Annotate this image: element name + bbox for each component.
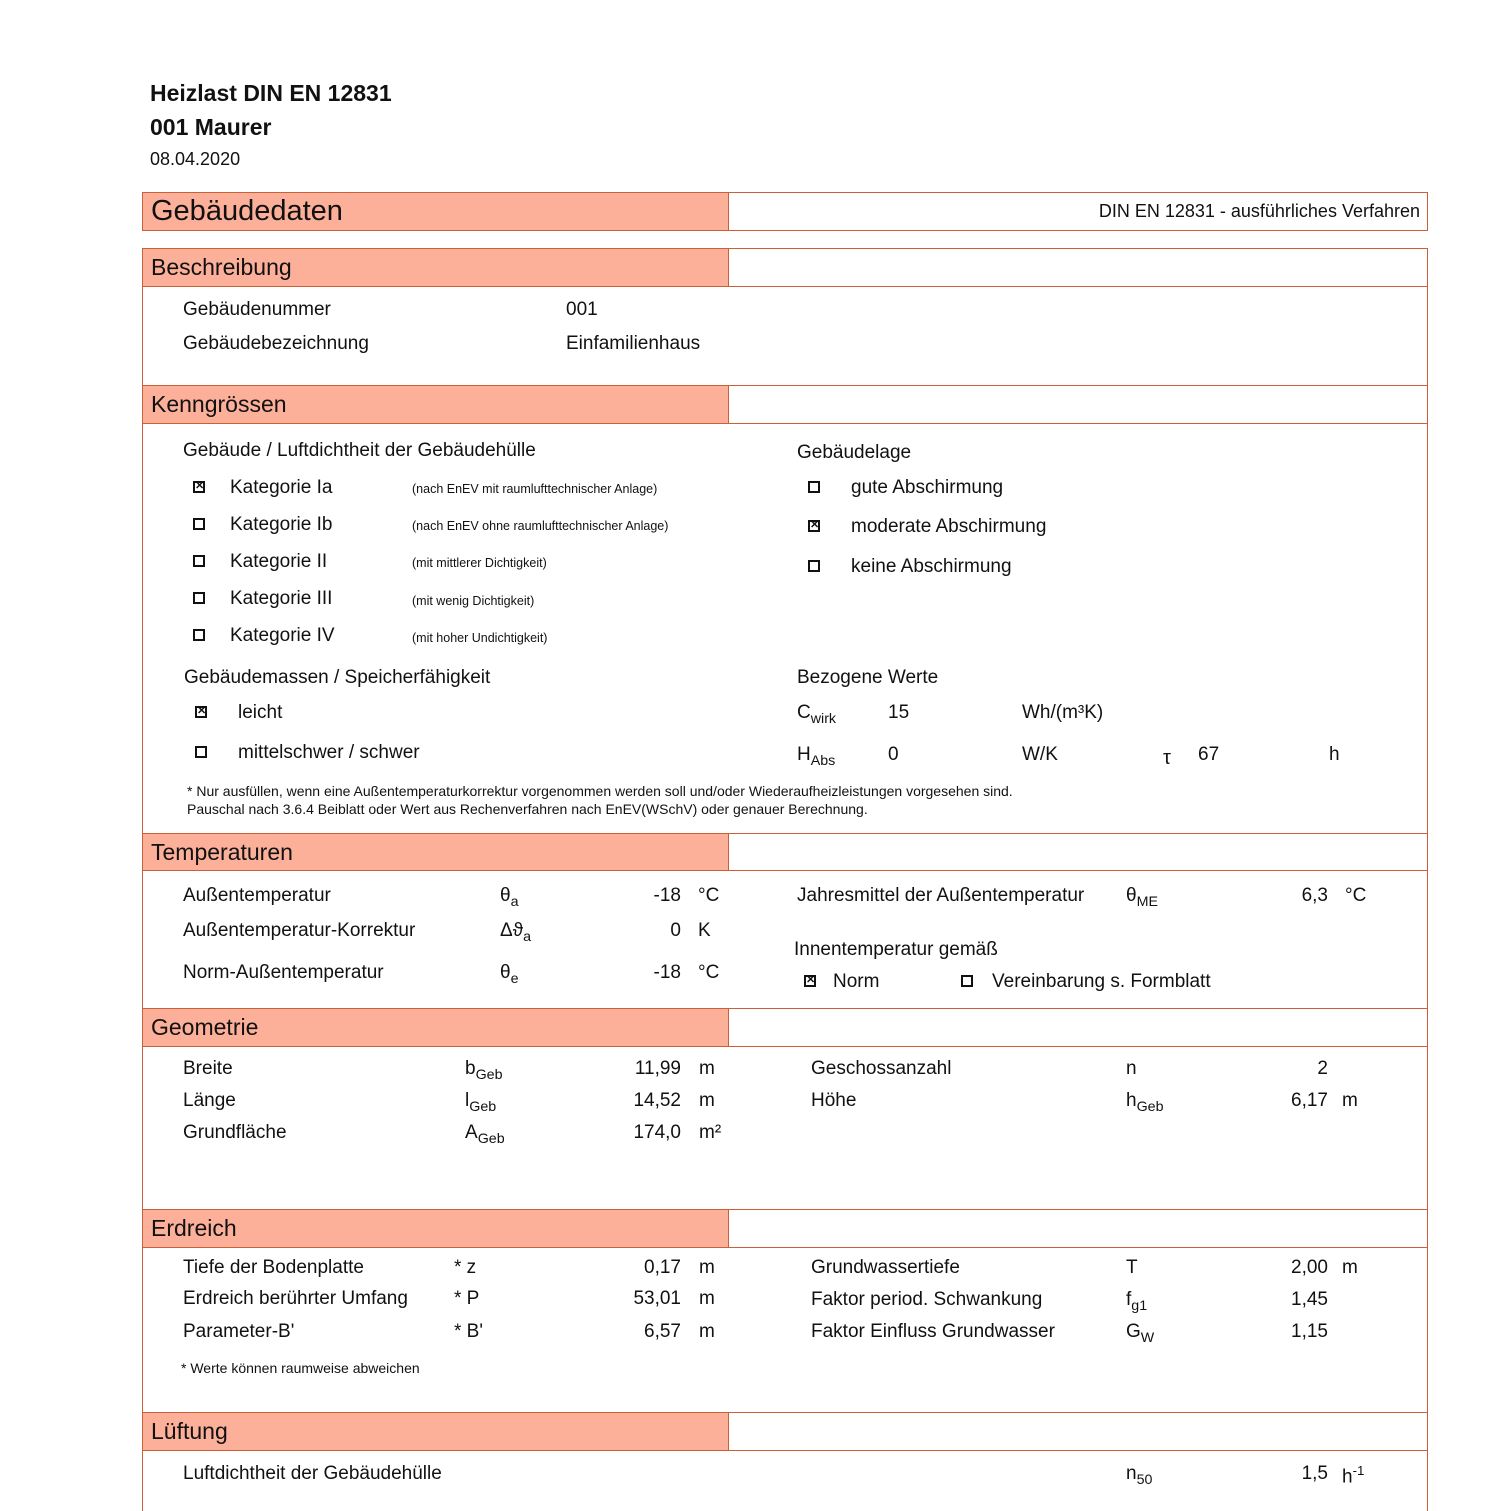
row-unit: m bbox=[699, 1288, 715, 1309]
row-label: Luftdichtheit der Gebäudehülle bbox=[183, 1463, 442, 1484]
row-label: Faktor period. Schwankung bbox=[811, 1289, 1043, 1310]
option-label: Kategorie Ia bbox=[230, 477, 333, 498]
footnote: Pauschal nach 3.6.4 Beiblatt oder Wert aus Rechenverfahren nach EnEV(WSchV) oder genauer Berechnung. bbox=[187, 801, 868, 817]
checkbox-norm[interactable] bbox=[804, 975, 816, 987]
row-label: Tiefe der Bodenplatte bbox=[183, 1257, 364, 1278]
row-label: Außentemperatur bbox=[183, 885, 331, 906]
gebaeudelage-heading: Gebäudelage bbox=[797, 442, 912, 463]
row-value: 001 bbox=[566, 299, 598, 320]
row-label: Breite bbox=[183, 1058, 233, 1079]
jahresmittel-value: 6,3 bbox=[1301, 885, 1328, 906]
section-title: Temperaturen bbox=[143, 834, 729, 870]
row-unit: m bbox=[1342, 1257, 1358, 1278]
option-label: mittelschwer / schwer bbox=[238, 742, 420, 763]
option-note: (mit hoher Undichtigkeit) bbox=[412, 631, 548, 645]
row-symbol: $\Delta ϑ_a$ bbox=[500, 920, 532, 945]
method-label: DIN EN 12831 - ausführliches Verfahren bbox=[1098, 201, 1420, 221]
row-unit: m² bbox=[699, 1122, 722, 1143]
section-lueftung bbox=[142, 1451, 1428, 1511]
checkbox-kategorie-iii[interactable] bbox=[193, 592, 205, 604]
row-symbol: T bbox=[1126, 1257, 1138, 1278]
checkbox-moderate-abschirmung[interactable] bbox=[808, 520, 820, 532]
option-label: keine Abschirmung bbox=[851, 556, 1012, 577]
checkbox-kategorie-iv[interactable] bbox=[193, 629, 205, 641]
option-note: (mit mittlerer Dichtigkeit) bbox=[412, 556, 547, 570]
innentemperatur-heading: Innentemperatur gemäß bbox=[794, 939, 998, 960]
option-label: Kategorie II bbox=[230, 551, 328, 572]
row-unit: °C bbox=[698, 962, 720, 983]
checkbox-keine-abschirmung[interactable] bbox=[808, 560, 820, 572]
habs-unit: W/K bbox=[1022, 744, 1058, 765]
row-label: Grundfläche bbox=[183, 1122, 287, 1143]
habs-symbol: $H_{Abs}$ bbox=[797, 744, 836, 769]
section-title: Geometrie bbox=[143, 1009, 729, 1046]
row-value: 1,15 bbox=[1291, 1321, 1328, 1342]
option-label: moderate Abschirmung bbox=[851, 516, 1047, 537]
row-label: Parameter-B' bbox=[183, 1321, 295, 1342]
option-note: (nach EnEV mit raumlufttechnischer Anlage) bbox=[412, 482, 658, 496]
row-label: Länge bbox=[183, 1090, 236, 1111]
massen-heading: Gebäudemassen / Speicherfähigkeit bbox=[184, 667, 491, 688]
jahresmittel-symbol: $\theta_{ME}$ bbox=[1126, 885, 1158, 910]
row-unit: m bbox=[699, 1058, 715, 1079]
checkbox-leicht[interactable] bbox=[195, 706, 207, 718]
section-header-lueftung bbox=[142, 1412, 1428, 1451]
row-value: -18 bbox=[653, 885, 681, 906]
row-symbol: * B' bbox=[454, 1321, 483, 1342]
row-value: 14,52 bbox=[633, 1090, 681, 1111]
tau-unit: h bbox=[1329, 744, 1340, 765]
checkbox-vereinbarung[interactable] bbox=[961, 975, 973, 987]
row-unit: m bbox=[699, 1257, 715, 1278]
project-name: 001 Maurer bbox=[150, 114, 272, 140]
cwirk-unit: Wh/(m³K) bbox=[1022, 702, 1104, 723]
row-label: Gebäudebezeichnung bbox=[183, 333, 369, 354]
row-symbol: $b_{Geb}$ bbox=[465, 1058, 503, 1083]
tau-value: 67 bbox=[1198, 744, 1220, 765]
row-unit: m bbox=[699, 1090, 715, 1111]
row-label: Geschossanzahl bbox=[811, 1058, 952, 1079]
bezogene-heading: Bezogene Werte bbox=[797, 667, 939, 688]
checkbox-kategorie-ib[interactable] bbox=[193, 518, 205, 530]
section-erdreich bbox=[142, 1248, 1428, 1413]
section-header-geometrie bbox=[142, 1008, 1428, 1047]
section-geometrie bbox=[142, 1047, 1428, 1210]
row-value: 2,00 bbox=[1291, 1257, 1328, 1278]
row-value: 6,57 bbox=[644, 1321, 681, 1342]
option-label: Vereinbarung s. Formblatt bbox=[992, 971, 1211, 992]
section-kenngroessen bbox=[142, 424, 1428, 833]
cwirk-symbol: $C_{wirk}$ bbox=[797, 702, 837, 727]
document-date: 08.04.2020 bbox=[150, 149, 241, 169]
row-label: Höhe bbox=[811, 1090, 857, 1111]
row-label: Norm-Außentemperatur bbox=[183, 962, 384, 983]
row-unit: m bbox=[699, 1321, 715, 1342]
section-temperaturen bbox=[142, 871, 1428, 1009]
row-value: 1,5 bbox=[1301, 1463, 1328, 1484]
section-title: Kenngrössen bbox=[143, 386, 729, 423]
row-unit: $h^{-1}$ bbox=[1342, 1463, 1365, 1488]
section-title: Erdreich bbox=[143, 1210, 729, 1247]
section-header-beschreibung bbox=[142, 248, 1428, 287]
row-label: Gebäudenummer bbox=[183, 299, 331, 320]
section-beschreibung bbox=[142, 287, 1428, 385]
footnote: * Werte können raumweise abweichen bbox=[181, 1360, 420, 1376]
row-unit: m bbox=[1342, 1090, 1358, 1111]
option-label: gute Abschirmung bbox=[851, 477, 1004, 498]
row-value: 0,17 bbox=[644, 1257, 681, 1278]
checkbox-mittelschwer[interactable] bbox=[195, 746, 207, 758]
section-header-kenngroessen bbox=[142, 385, 1428, 424]
row-label: Außentemperatur-Korrektur bbox=[183, 920, 416, 941]
row-label: Erdreich berührter Umfang bbox=[183, 1288, 408, 1309]
footnote: * Nur ausfüllen, wenn eine Außentemperaturkorrektur vorgenommen werden soll und/oder Wiederaufheizleistungen vorgesehen sind. bbox=[187, 783, 1013, 799]
option-label: Kategorie IV bbox=[230, 625, 335, 646]
luftdichtheit-heading: Gebäude / Luftdichtheit der Gebäudehülle bbox=[183, 440, 536, 461]
section-title: Lüftung bbox=[143, 1413, 729, 1450]
row-symbol: * P bbox=[454, 1288, 480, 1309]
option-note: (mit wenig Dichtigkeit) bbox=[412, 594, 535, 608]
row-symbol: $n_{50}$ bbox=[1126, 1463, 1153, 1488]
row-symbol: $\theta_a$ bbox=[500, 885, 519, 910]
row-value: 53,01 bbox=[633, 1288, 681, 1309]
row-value: 11,99 bbox=[634, 1058, 681, 1079]
row-value: -18 bbox=[653, 962, 681, 983]
row-unit: K bbox=[698, 920, 711, 941]
row-value: Einfamilienhaus bbox=[566, 333, 701, 354]
row-value: 1,45 bbox=[1291, 1289, 1328, 1310]
row-value: 174,0 bbox=[633, 1122, 681, 1143]
checkbox-gute-abschirmung[interactable] bbox=[808, 481, 820, 493]
row-symbol: * z bbox=[454, 1257, 477, 1278]
row-symbol: $G_W$ bbox=[1126, 1321, 1155, 1346]
jahresmittel-label: Jahresmittel der Außentemperatur bbox=[797, 885, 1085, 906]
option-label: Kategorie III bbox=[230, 588, 333, 609]
option-note: (nach EnEV ohne raumlufttechnischer Anlage) bbox=[412, 519, 669, 533]
cwirk-value: 15 bbox=[888, 702, 910, 723]
row-unit: °C bbox=[698, 885, 720, 906]
option-label: Norm bbox=[833, 971, 880, 992]
row-symbol: $h_{Geb}$ bbox=[1126, 1090, 1164, 1115]
checkbox-kategorie-ia[interactable] bbox=[193, 481, 205, 493]
habs-value: 0 bbox=[888, 744, 899, 765]
section-title: Gebäudedaten bbox=[143, 193, 729, 230]
row-value: 0 bbox=[670, 920, 681, 941]
row-value: 2 bbox=[1317, 1058, 1328, 1079]
option-label: leicht bbox=[238, 702, 283, 723]
row-symbol: $f_{g1}$ bbox=[1126, 1289, 1148, 1314]
document-title: Heizlast DIN EN 12831 bbox=[150, 80, 392, 106]
section-title: Beschreibung bbox=[143, 249, 729, 286]
row-label: Grundwassertiefe bbox=[811, 1257, 960, 1278]
jahresmittel-unit: °C bbox=[1345, 885, 1367, 906]
row-symbol: $l_{Geb}$ bbox=[465, 1090, 497, 1115]
section-header-gebaeudedaten bbox=[142, 192, 1428, 231]
option-label: Kategorie Ib bbox=[230, 514, 333, 535]
row-symbol: $A_{Geb}$ bbox=[465, 1122, 505, 1147]
row-symbol: n bbox=[1126, 1058, 1137, 1079]
tau-symbol: τ bbox=[1163, 747, 1171, 769]
row-label: Faktor Einfluss Grundwasser bbox=[811, 1321, 1055, 1342]
row-symbol: $\theta_e$ bbox=[500, 962, 519, 987]
row-value: 6,17 bbox=[1291, 1090, 1328, 1111]
section-header-temperaturen bbox=[142, 833, 1428, 871]
section-header-erdreich bbox=[142, 1209, 1428, 1248]
checkbox-kategorie-ii[interactable] bbox=[193, 555, 205, 567]
